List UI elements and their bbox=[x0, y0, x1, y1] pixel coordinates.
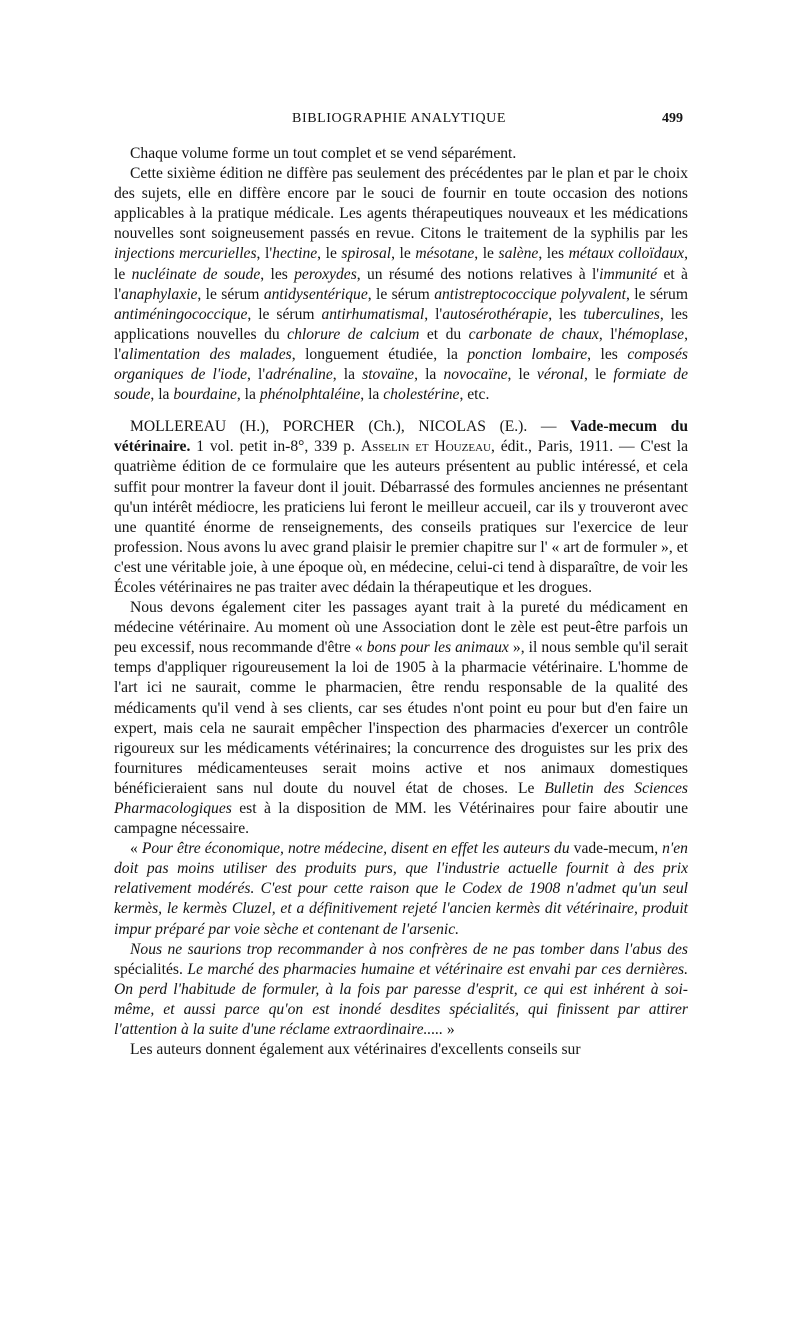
running-title: BIBLIOGRAPHIE ANALYTIQUE bbox=[292, 111, 507, 126]
text: , le bbox=[317, 245, 342, 263]
emphasis: antirhumatismal bbox=[321, 305, 425, 323]
review-title: Vade-mecum du vétérinaire. bbox=[114, 418, 688, 456]
emphasis: peroxydes bbox=[294, 265, 357, 283]
emphasis: composés organiques de l'iode bbox=[114, 345, 688, 384]
paragraph-drug-purity bbox=[114, 598, 688, 839]
text: , etc. bbox=[459, 386, 490, 404]
text: , le sérum bbox=[367, 285, 435, 303]
text: Nous devons également citer les passages ayant trait à la pureté du médicament en médecine vétérinaire. Au moment où une Association dont le zèle est peut-être parfois un peu excessif, nous recommande d'être « bbox=[114, 599, 688, 657]
text: , le sérum bbox=[197, 285, 264, 303]
emphasis: formiate de soude bbox=[114, 366, 688, 404]
text: vade-mecum, bbox=[569, 840, 663, 858]
emphasis: ponction lombaire bbox=[467, 345, 588, 363]
text: , l' bbox=[256, 245, 273, 263]
paragraph-volume-note: Chaque volume forme un tout complet et se vend séparément. bbox=[130, 145, 517, 162]
emphasis: immunité bbox=[599, 265, 658, 283]
emphasis: novocaïne bbox=[443, 366, 508, 384]
text: , le bbox=[474, 245, 499, 263]
emphasis: tuberculines bbox=[583, 305, 660, 323]
emphasis: cholestérine bbox=[383, 386, 460, 404]
text: , l' bbox=[114, 325, 688, 363]
review-publisher: Asselin et Houzeau bbox=[360, 438, 491, 456]
paragraph-closing: Les auteurs donnent également aux vétérinaires d'excellents conseils sur bbox=[130, 1041, 581, 1059]
emphasis: Bulletin des Sciences Pharmacologiques bbox=[114, 779, 688, 817]
text: , le bbox=[391, 245, 416, 263]
text: , le sérum bbox=[247, 305, 322, 323]
emphasis: chlorure de calcium bbox=[287, 325, 420, 343]
quote-paragraph-codex bbox=[114, 839, 688, 939]
emphasis: antidysentérique bbox=[263, 285, 368, 303]
emphasis: mésotane bbox=[415, 245, 475, 263]
emphasis: antiméningococcique bbox=[114, 305, 248, 323]
text: spécialités. bbox=[114, 960, 188, 978]
emphasis: véronal bbox=[536, 366, 584, 384]
text: » bbox=[443, 1021, 455, 1039]
page-body bbox=[114, 144, 688, 1060]
quote-paragraph-specialites bbox=[114, 940, 688, 1040]
page-number: 499 bbox=[662, 111, 683, 126]
text: est à la disposition de MM. les Vétérinaires pour faire aboutir une campagne nécessaire. bbox=[114, 800, 688, 838]
text: , le sérum bbox=[625, 285, 688, 303]
text: , les bbox=[587, 345, 628, 363]
emphasis: alimentation des malades bbox=[121, 345, 292, 363]
text: , l' bbox=[424, 305, 443, 323]
text: et du bbox=[419, 325, 469, 343]
review-authors: MOLLEREAU (H.), PORCHER (Ch.), NICOLAS (E.). — bbox=[130, 418, 571, 436]
emphasis: bourdaine bbox=[173, 386, 237, 404]
text: , longuement étudiée, la bbox=[291, 345, 468, 363]
text: , les bbox=[548, 305, 584, 323]
text: , l' bbox=[247, 366, 266, 384]
emphasis: métaux colloïdaux bbox=[568, 245, 685, 263]
text: , la bbox=[236, 386, 260, 404]
text: , les bbox=[538, 245, 569, 263]
text: , l' bbox=[598, 325, 618, 343]
paragraph-sixth-edition bbox=[114, 164, 688, 405]
emphasis: anaphylaxie bbox=[121, 285, 198, 303]
text: , le bbox=[114, 245, 688, 283]
emphasis: spirosal bbox=[341, 245, 392, 263]
text: , la bbox=[150, 386, 174, 404]
text: , le bbox=[583, 366, 614, 384]
emphasis: stovaïne bbox=[362, 366, 415, 384]
emphasis: Pour être économique, notre médecine, disent en effet les auteurs du bbox=[141, 840, 570, 858]
text: , la bbox=[360, 386, 384, 404]
text: , un résumé des notions relatives à l' bbox=[356, 265, 600, 283]
text: Cette sixième édition ne diffère pas seulement des précédentes par le plan et par le choix des sujets, elle en diffère encore par le souci de fournir en toute occasion des notions applicables à la pratique médicale. Les agents thérapeutiques nouveaux et les médications nouvelles sont soigneusement passés en revue. Citons le traitement de la syphilis par les bbox=[114, 165, 688, 243]
review-body: , édit., Paris, 1911. — C'est la quatrième édition de ce formulaire que les auteurs présentent au public intéressé, et cela suffit pour montrer la faveur dont il jouit. Débarrassé des formules anciennes ne présentant qu'un intérêt médiocre, les praticiens lui feront le meilleur accueil, car ils y trouveront avec une quantité énorme de renseignements, des conseils pratiques sur l'exercice de leur profession. Nous avons lu avec grand plaisir le premier chapitre sur l' « art de formuler », et c'est une véritable joie, à une époque où, en médecine, celui-ci tend à disparaître, de voir les Écoles vétérinaires ne pas traiter avec dédain la thérapeutique et les drogues. bbox=[114, 438, 688, 596]
emphasis: salène bbox=[498, 245, 539, 263]
text: « bbox=[130, 840, 142, 858]
review-description: 1 vol. petit in-8°, 339 p. bbox=[190, 438, 361, 456]
emphasis: autosérothérapie bbox=[442, 305, 549, 323]
text: , le bbox=[507, 366, 537, 384]
emphasis: phénolphtaléine bbox=[259, 386, 361, 404]
review-entry bbox=[114, 417, 688, 598]
emphasis: bons pour les animaux bbox=[366, 639, 509, 657]
text: , la bbox=[332, 366, 363, 384]
emphasis: Nous ne saurions trop recommander à nos confrères de ne pas tomber dans l'abus des bbox=[130, 940, 688, 958]
emphasis: Le marché des pharmacies humaine et vétérinaire est envahi par ces dernières. On perd l'habitude de formuler, à la fois par paresse d'esprit, ce qui est inhérent à soi-même, et aussi parce qu'on est inondé desdites spécialités, qui finissent par attirer l'attention à la suite d'une réclame extraordinaire..... bbox=[114, 960, 688, 1039]
emphasis: injections mercurielles bbox=[114, 245, 257, 263]
text: et à l' bbox=[114, 265, 688, 303]
text: , la bbox=[414, 366, 444, 384]
emphasis: carbonate de chaux bbox=[468, 325, 599, 343]
text: », il nous semble qu'il serait temps d'appliquer rigoureusement la loi de 1905 à la pharmacie vétérinaire. L'homme de l'art ici ne saurait, comme le pharmacien, être rendu responsable de la qualité des médicaments qu'il vend à ses clients, car ses études n'ont point eu pour but d'en faire un expert, mais cela ne saurait empêcher l'inspection des pharmacies d'exercer un contrôle rigoureux sur les médicaments vétérinaires; la concurrence des droguistes sur les prix des fournitures médicamenteuses serait moins active et nos animaux domestiques bénéficieraient sans nul doute du nouvel état de choses. Le bbox=[114, 639, 688, 797]
text: , les bbox=[260, 265, 295, 283]
emphasis: n'en doit pas moins utiliser des produits purs, que l'industrie actuelle fournit à des prix relativement modérés. C'est pour cette raison que le Codex de 1908 n'admet qu'un seul kermès, le kermès Cluzel, et a définitivement rejeté l'ancien kermès dit vétérinaire, produit impur préparé par voie sèche et contenant de l'arsenic. bbox=[114, 840, 688, 938]
emphasis: antistreptococcique polyvalent bbox=[434, 285, 626, 303]
text: , les applications nouvelles du bbox=[114, 305, 688, 343]
emphasis: hectine bbox=[272, 245, 318, 263]
emphasis: nucléinate de soude bbox=[131, 265, 261, 283]
emphasis: adrénaline bbox=[265, 366, 333, 384]
emphasis: hémoplase bbox=[617, 325, 685, 343]
page-header bbox=[0, 111, 800, 131]
